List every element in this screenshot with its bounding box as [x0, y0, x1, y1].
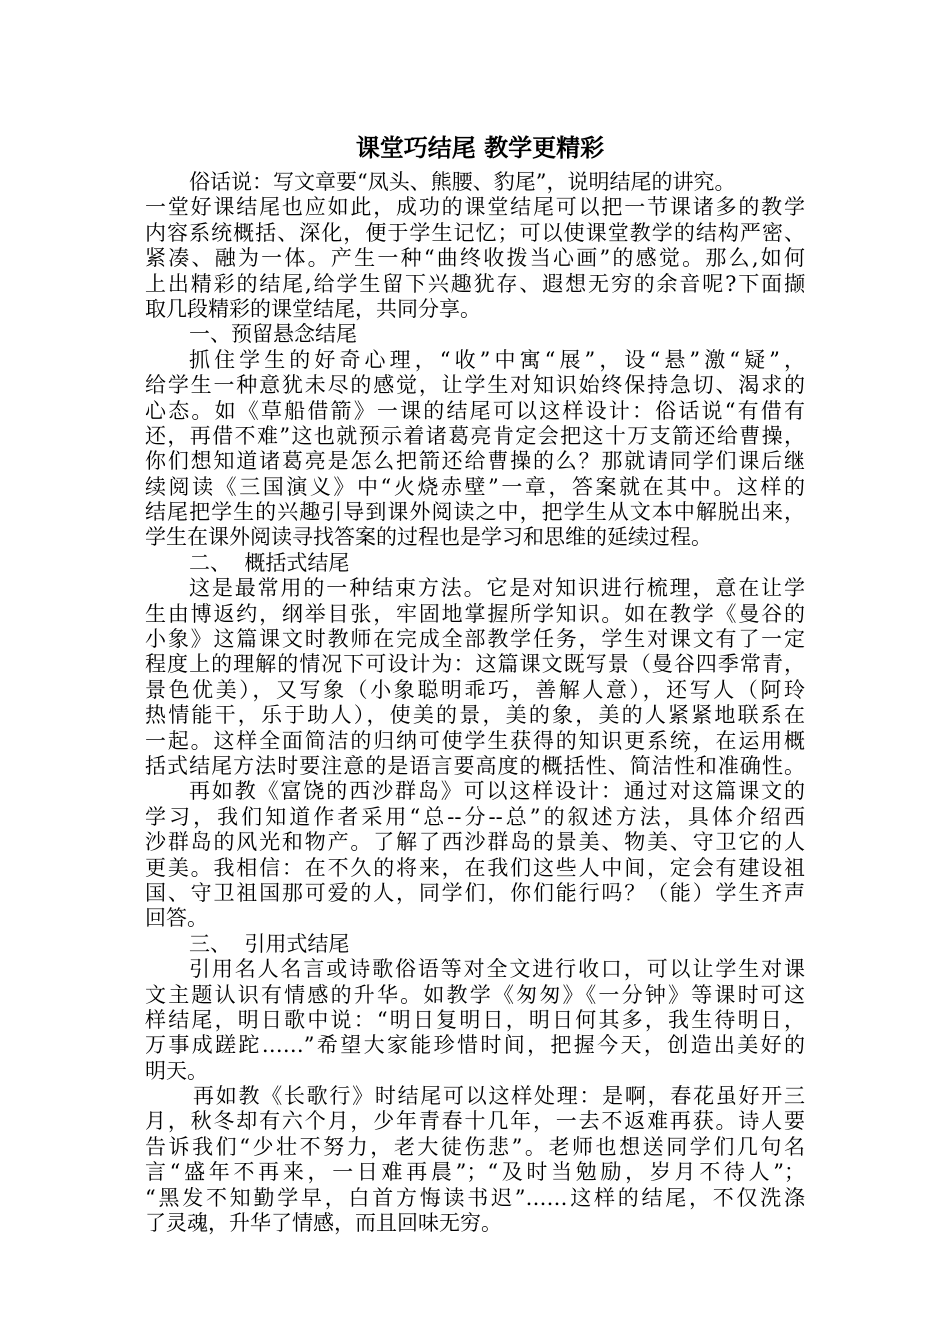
text-line: 再如教《长歌行》时结尾可以这样处理：是啊，春花虽好开三	[193, 1084, 805, 1109]
text-line: 更美。我相信：在不久的将来，在我们这些人中间，定会有建设祖	[145, 855, 805, 880]
text-line: 抓住学生的好奇心理，“收”中寓“展”，设“悬”激“疑”，	[189, 347, 805, 372]
text-line: 样结尾，明日歌中说：“明日复明日，明日何其多，我生待明日，	[145, 1007, 805, 1032]
section-heading: 二、 概括式结尾	[189, 550, 350, 575]
text-line: 学习，我们知道作者采用“总--分--总”的叙述方法，具体介绍西	[145, 804, 805, 829]
text-line: 热情能干，乐于助人），使美的景，美的象，美的人紧紧地联系在	[145, 703, 805, 728]
document-page	[145, 128, 805, 1236]
section-heading: 三、 引用式结尾	[189, 931, 350, 956]
text-line: 一堂好课结尾也应如此，成功的课堂结尾可以把一节课诸多的教学	[145, 195, 805, 220]
text-line: 学生在课外阅读寻找答案的过程也是学习和思维的延续过程。	[145, 525, 712, 550]
text-line: 回答。	[145, 906, 208, 931]
text-line: 紧凑、融为一体。产生一种“曲终收拨当心画”的感觉。那么,如何	[145, 246, 805, 271]
text-line: 沙群岛的风光和物产。了解了西沙群岛的景美、物美、守卫它的人	[145, 830, 805, 855]
text-line: 取几段精彩的课堂结尾，共同分享。	[145, 296, 481, 321]
text-line: 给学生一种意犹未尽的感觉，让学生对知识始终保持急切、渴求的	[145, 373, 805, 398]
text-line: “黑发不知勤学早，白首方悔读书迟”……这样的结尾，不仅洗涤	[145, 1185, 805, 1210]
text-line: 小象》这篇课文时教师在完成全部教学任务，学生对课文有了一定	[145, 627, 805, 652]
text-line: 一起。这样全面简洁的归纳可使学生获得的知识更系统，在运用概	[145, 728, 805, 753]
text-line: 还，再借不难”这也就预示着诸葛亮肯定会把这十万支箭还给曹操，	[145, 423, 805, 448]
text-line: 国、守卫祖国那可爱的人，同学们，你们能行吗？（能）学生齐声	[145, 880, 805, 905]
section-heading: 一、预留悬念结尾	[189, 322, 357, 347]
text-line: 括式结尾方法时要注意的是语言要高度的概括性、简洁性和准确性。	[145, 753, 805, 778]
text-line: 俗话说：写文章要“凤头、熊腰、豹尾”，说明结尾的讲究。	[189, 170, 736, 194]
text-line: 这是最常用的一种结束方法。它是对知识进行梳理，意在让学	[189, 576, 805, 601]
text-line: 言“盛年不再来，一日难再晨”；“及时当勉励，岁月不待人”；	[145, 1160, 805, 1185]
text-line: 引用名人名言或诗歌俗语等对全文进行收口，可以让学生对课	[189, 957, 805, 982]
text-line: 月，秋冬却有六个月，少年青春十几年，一去不返难再获。诗人要	[145, 1109, 805, 1134]
text-line: 景色优美），又写象（小象聪明乖巧，善解人意），还写人（阿玲	[145, 677, 805, 702]
text-line: 生由博返约，纲举目张，牢固地掌握所学知识。如在教学《曼谷的	[145, 601, 805, 626]
text-line: 续阅读《三国演义》中“火烧赤壁”一章，答案就在其中。这样的	[145, 474, 805, 499]
text-line: 明天。	[145, 1058, 208, 1083]
text-line: 了灵魂，升华了情感，而且回味无穷。	[145, 1211, 502, 1236]
text-line: 上出精彩的结尾,给学生留下兴趣犹存、遐想无穷的余音呢?下面撷	[145, 271, 805, 296]
text-line: 告诉我们“少壮不努力，老大徒伤悲”。老师也想送同学们几句名	[145, 1134, 805, 1159]
text-line: 结尾把学生的兴趣引导到课外阅读之中，把学生从文本中解脱出来，	[145, 500, 805, 525]
text-line: 程度上的理解的情况下可设计为：这篇课文既写景（曼谷四季常青，	[145, 652, 805, 677]
text-line: 文主题认识有情感的升华。如教学《匆匆》《一分钟》等课时可这	[145, 982, 805, 1007]
text-line: 再如教《富饶的西沙群岛》可以这样设计：通过对这篇课文的	[189, 779, 805, 804]
text-line: 你们想知道诸葛亮是怎么把箭还给曹操的么？那就请同学们课后继	[145, 449, 805, 474]
text-line: 心态。如《草船借箭》一课的结尾可以这样设计：俗话说“有借有	[145, 398, 805, 423]
text-line: 内容系统概括、深化，便于学生记忆；可以使课堂教学的结构严密、	[145, 220, 805, 245]
document-title: 课堂巧结尾 教学更精彩	[355, 134, 605, 162]
text-line: 万事成蹉跎……”希望大家能珍惜时间，把握今天，创造出美好的	[145, 1033, 805, 1058]
